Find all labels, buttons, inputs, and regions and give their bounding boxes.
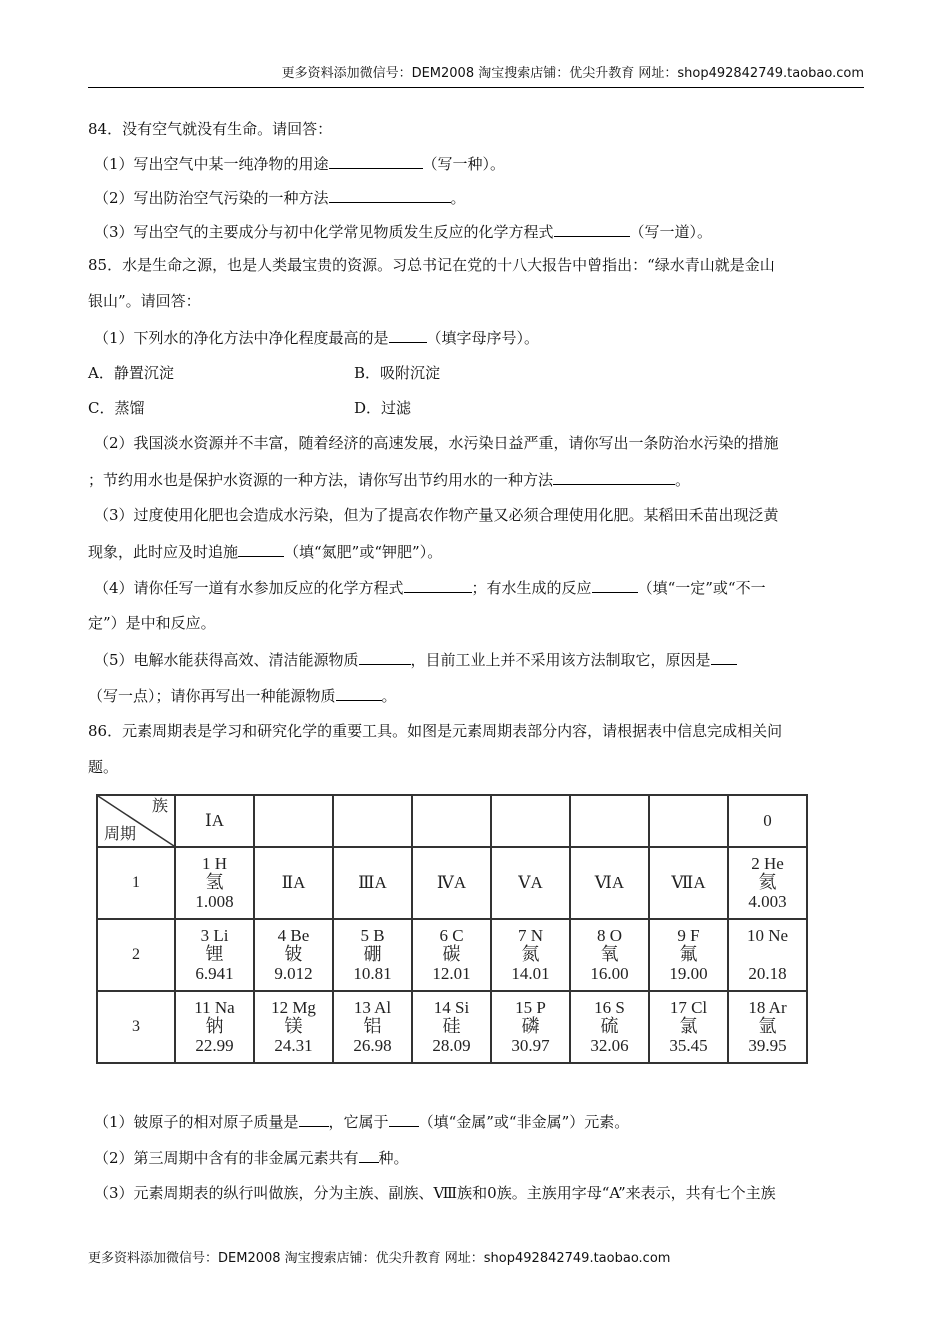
element-symbol: 4 Be (277, 925, 310, 945)
answer-blank[interactable] (554, 220, 630, 237)
element-name: 氢 (205, 872, 224, 893)
answer-blank[interactable] (329, 186, 451, 203)
element-name: 镁 (284, 1016, 303, 1037)
q86-stem-line2: 题。 (88, 758, 119, 776)
q85-part2-line2 (88, 468, 690, 490)
group-header-empty (570, 795, 649, 847)
q85-part2-text: ；节约用水也是保护水资源的一种方法，请你写出节约用水的一种方法 (88, 470, 554, 489)
atomic-mass: 16.00 (590, 963, 629, 983)
element-symbol: 12 Mg (271, 997, 316, 1017)
atomic-mass: 12.01 (432, 963, 471, 983)
atomic-mass: 26.98 (353, 1035, 392, 1055)
q84-part1 (94, 152, 505, 174)
atomic-mass: 19.00 (669, 963, 708, 983)
q85-stem-line2: 银山”。请回答： (88, 292, 201, 310)
q85-part1-text: （1）下列水的净化方法中净化程度最高的是 (94, 328, 389, 347)
q84-part3 (94, 220, 712, 242)
element-cell-F (649, 919, 728, 991)
element-symbol: 15 P (515, 997, 546, 1017)
element-symbol: 14 Si (433, 997, 470, 1017)
answer-blank[interactable] (389, 326, 427, 343)
q86-part1-hint: （填“金属”或“非金属”）元素。 (418, 1112, 630, 1131)
answer-blank[interactable] (359, 1146, 379, 1163)
element-name: 碳 (442, 944, 461, 965)
q85-part1-hint: （填字母序号）。 (426, 328, 540, 347)
q86-part2-end: 种。 (378, 1148, 409, 1167)
q85-part4-hint: （填“一定”或“不一 (637, 578, 766, 597)
answer-blank[interactable] (389, 1110, 419, 1127)
period-label: 2 (97, 919, 175, 991)
element-cell-O (570, 919, 649, 991)
element-cell-Ne (728, 919, 807, 991)
element-cell-Na (175, 991, 254, 1063)
q85-part5-text2: ，目前工业上并不采用该方法制取它，原因是 (410, 650, 711, 669)
element-symbol: 5 B (360, 925, 385, 945)
atomic-mass: 39.95 (748, 1035, 787, 1055)
element-name: 铍 (284, 944, 303, 965)
element-cell-Be (254, 919, 333, 991)
element-cell-P (491, 991, 570, 1063)
q86-part3: （3）元素周期表的纵行叫做族，分为主族、副族、Ⅷ族和0族。主族用字母“A”来表示，共有七个主族 (94, 1184, 776, 1202)
atomic-mass: 30.97 (511, 1035, 550, 1055)
group-header-empty (333, 795, 412, 847)
element-cell-N (491, 919, 570, 991)
answer-blank[interactable] (553, 468, 675, 485)
group-header-empty (491, 795, 570, 847)
group-label-VIA: ⅥA (570, 847, 649, 919)
q85-part5-text: （5）电解水能获得高效、清洁能源物质 (94, 650, 359, 669)
element-symbol: 9 F (677, 925, 700, 945)
element-name: 硅 (442, 1016, 461, 1037)
q85-part5-end: 。 (381, 686, 397, 705)
element-symbol: 13 Al (353, 997, 392, 1017)
element-cell-Li (175, 919, 254, 991)
element-symbol: 8 O (596, 925, 623, 945)
atomic-mass: 14.01 (511, 963, 550, 983)
q85-part5-text3: （写一点）；请你再写出一种能源物质 (88, 686, 336, 705)
group-label-VIIA: ⅦA (649, 847, 728, 919)
answer-blank[interactable] (711, 648, 737, 665)
atomic-mass: 32.06 (590, 1035, 629, 1055)
answer-blank[interactable] (299, 1110, 329, 1127)
element-name: 氧 (600, 944, 619, 965)
atomic-mass: 24.31 (274, 1035, 313, 1055)
q86-part2-text: （2）第三周期中含有的非金属元素共有 (94, 1148, 359, 1167)
answer-blank[interactable] (359, 648, 411, 665)
group-label-IIIA: ⅢA (333, 847, 412, 919)
q84-part1-text: （1）写出空气中某一纯净物的用途 (94, 154, 329, 173)
q85-stem-line1: 85．水是生命之源，也是人类最宝贵的资源。习总书记在党的十八大报告中曾指出：“绿水青山就是金山 (88, 256, 775, 274)
q84-part1-hint: （写一种）。 (422, 154, 506, 173)
option-d[interactable]: D．过滤 (354, 399, 412, 417)
answer-blank[interactable] (592, 576, 638, 593)
q84-part2-text: （2）写出防治空气污染的一种方法 (94, 188, 329, 207)
q85-part3-line1: （3）过度使用化肥也会造成水污染，但为了提高农作物产量又必须合理使用化肥。某稻田禾苗出现泛黄 (94, 506, 779, 524)
element-cell-B (333, 919, 412, 991)
q84-part3-hint: （写一道）。 (629, 222, 713, 241)
element-name: 氯 (679, 1016, 698, 1037)
corner-group-label: 族 (151, 798, 168, 815)
element-cell-S (570, 991, 649, 1063)
page-header: 更多资料添加微信号：DEM2008 淘宝搜索店铺：优尖升教育 网址：shop492842749.taobao.com (88, 62, 864, 88)
element-name: 硫 (600, 1016, 619, 1037)
period-label: 3 (97, 991, 175, 1063)
element-name: 钠 (205, 1016, 224, 1037)
element-name: 氟 (679, 944, 698, 965)
q85-part2-end: 。 (675, 470, 691, 489)
element-symbol: 1 H (201, 853, 228, 873)
q84-part3-text: （3）写出空气的主要成分与初中化学常见物质发生反应的化学方程式 (94, 222, 554, 241)
q86-part1 (94, 1110, 629, 1132)
group-header-IA: ⅠA (175, 795, 254, 847)
q85-part4-line2: 定”）是中和反应。 (88, 614, 216, 632)
q85-part4-text: （4）请你任写一道有水参加反应的化学方程式 (94, 578, 404, 597)
element-cell-Mg (254, 991, 333, 1063)
corner-period-label: 周期 (104, 825, 137, 843)
element-cell-H (175, 847, 254, 919)
element-name: 氮 (521, 944, 540, 965)
periodic-table (96, 794, 808, 1064)
option-a[interactable]: A．静置沉淀 (88, 364, 174, 382)
period-label: 1 (97, 847, 175, 919)
element-symbol: 16 S (594, 997, 625, 1017)
q86-part1-text2: ，它属于 (328, 1112, 389, 1131)
atomic-mass: 10.81 (353, 963, 392, 983)
element-symbol: 7 N (517, 925, 544, 945)
element-cell-Al (333, 991, 412, 1063)
answer-blank[interactable] (404, 576, 472, 593)
atomic-mass: 1.008 (195, 891, 234, 911)
element-symbol: 2 He (751, 853, 784, 873)
element-symbol: 17 Cl (669, 997, 708, 1017)
page-footer: 更多资料添加微信号：DEM2008 淘宝搜索店铺：优尖升教育 网址：shop492842749.taobao.com (88, 1251, 671, 1266)
q84-part2 (94, 186, 466, 208)
group-header-empty (254, 795, 333, 847)
atomic-mass: 20.18 (748, 963, 787, 983)
group-header-empty (649, 795, 728, 847)
group-label-IIA: ⅡA (254, 847, 333, 919)
element-symbol: 6 C (439, 925, 464, 945)
q85-part3-line2 (88, 540, 442, 562)
q84-part2-end: 。 (450, 188, 466, 207)
q85-part5-line1 (94, 648, 737, 670)
element-name: 磷 (521, 1016, 540, 1037)
element-symbol: 3 Li (200, 925, 229, 945)
answer-blank[interactable] (238, 540, 284, 557)
answer-blank[interactable] (336, 684, 382, 701)
q84-stem: 84．没有空气就没有生命。请回答： (88, 120, 333, 138)
element-cell-He (728, 847, 807, 919)
element-name: 氦 (758, 872, 777, 893)
table-corner-header (97, 795, 175, 847)
q86-part2 (94, 1146, 409, 1168)
atomic-mass: 28.09 (432, 1035, 471, 1055)
q86-part1-text: （1）铍原子的相对原子质量是 (94, 1112, 299, 1131)
option-c[interactable]: C．蒸馏 (88, 399, 145, 417)
atomic-mass: 35.45 (669, 1035, 708, 1055)
element-name: 锂 (205, 944, 224, 965)
element-name: 氩 (758, 1016, 777, 1037)
group-header-empty (412, 795, 491, 847)
q85-part3-hint: （填“氮肥”或“钾肥”）。 (284, 542, 443, 561)
element-cell-C (412, 919, 491, 991)
group-header-0: 0 (728, 795, 807, 847)
element-cell-Ar (728, 991, 807, 1063)
atomic-mass: 22.99 (195, 1035, 234, 1055)
q85-part5-line2 (88, 684, 397, 706)
element-name-missing (729, 945, 806, 964)
element-symbol: 11 Na (194, 997, 235, 1017)
q85-part3-text: 现象，此时应及时追施 (88, 542, 239, 561)
answer-blank[interactable] (329, 152, 423, 169)
element-name: 铝 (363, 1016, 382, 1037)
q86-stem-line1: 86．元素周期表是学习和研究化学的重要工具。如图是元素周期表部分内容，请根据表中信息完成相关问 (88, 722, 783, 740)
atomic-mass: 9.012 (274, 963, 313, 983)
q85-part4-line1 (94, 576, 766, 598)
option-b[interactable]: B．吸附沉淀 (354, 364, 441, 382)
atomic-mass: 6.941 (195, 963, 234, 983)
q85-part4-text2: ；有水生成的反应 (471, 578, 592, 597)
element-name: 硼 (363, 944, 382, 965)
element-cell-Cl (649, 991, 728, 1063)
element-symbol: 18 Ar (748, 997, 787, 1017)
group-label-VA: ⅤA (491, 847, 570, 919)
q85-part2-line1: （2）我国淡水资源并不丰富，随着经济的高速发展，水污染日益严重，请你写出一条防治水污染的措施 (94, 434, 779, 452)
element-cell-Si (412, 991, 491, 1063)
atomic-mass: 4.003 (748, 891, 787, 911)
element-symbol: 10 Ne (746, 925, 789, 945)
q85-part1 (94, 326, 539, 348)
group-label-IVA: ⅣA (412, 847, 491, 919)
